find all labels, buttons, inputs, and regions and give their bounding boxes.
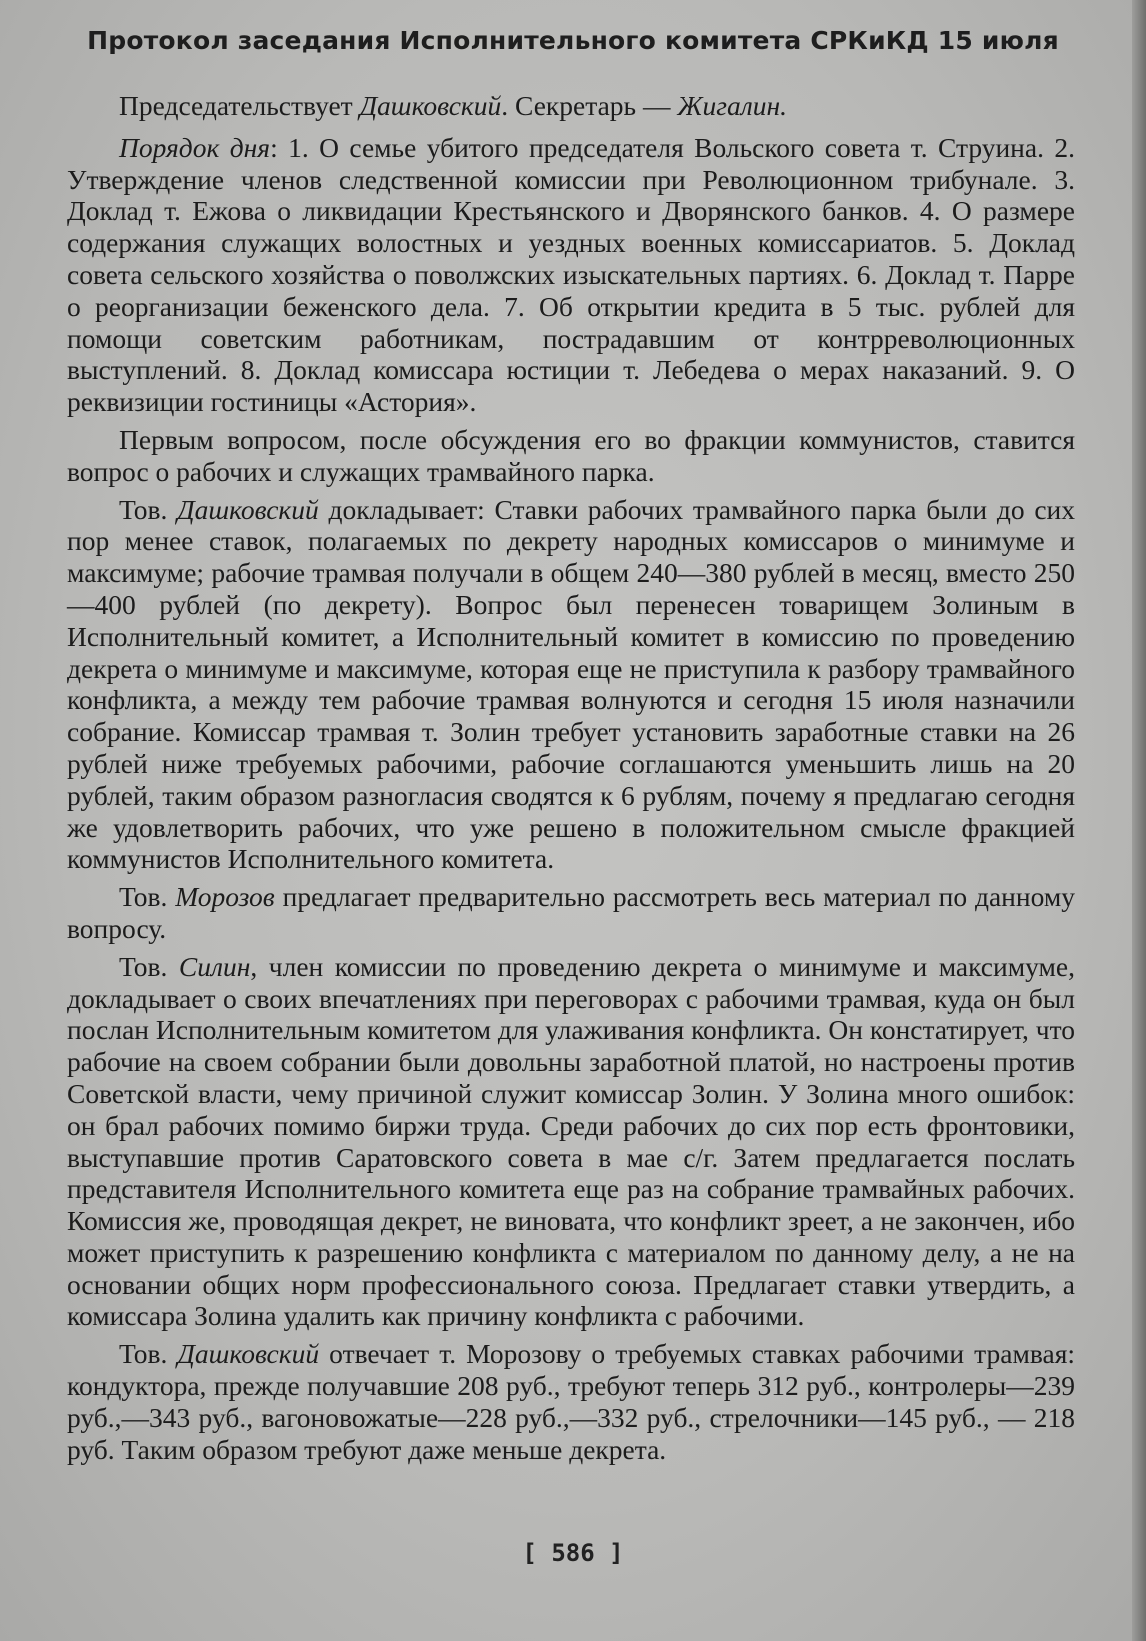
speaker-prefix: Тов. bbox=[119, 881, 176, 913]
running-header: Протокол заседания Исполнительного комитета СРКиКД 15 июля bbox=[87, 26, 1059, 55]
speech-text: предлагает предварительно рассмотреть весь материал по данному вопросу. bbox=[67, 881, 1075, 944]
chair-paragraph bbox=[67, 90, 1075, 122]
body-text bbox=[67, 90, 1075, 1465]
speaker-prefix: Тов. bbox=[119, 1338, 178, 1370]
page-number: [ 586 ] bbox=[522, 1539, 624, 1567]
secretary-prefix: . Секретарь — bbox=[501, 90, 678, 121]
speech-text: , член комиссии по проведению декрета о минимуме и максимуме, докладывает о своих впечатлениях при переговорах с рабочими трамвая, куда он был послан Исполнительным комитетом для улаживания конфликта. Он констатирует, что рабочие на своем собрании были довольны заработной платой, но настроены против Советской власти, чему причиной служит комиссар Золин. У Золина много ошибок: он брал рабочих помимо биржи труда. Среди рабочих до сих пор есть фронтовики, выступавшие против Саратовского совета в мае с/г. Затем предлагается послать представителя Исполнительного комитета еще раз на собрание трамвайных рабочих. Комиссия же, проводящая декрет, не виновата, что конфликт зреет, а не закончен, ибо может приступить к разрешению конфликта с материалом по данному делу, а не на основании общих норм профессионального союза. Предлагает ставки утвердить, а комиссара Золина удалить как причину конфликта с рабочими. bbox=[67, 950, 1075, 1332]
first-question-paragraph: Первым вопросом, после обсуждения его во фракции коммунистов, ставится вопрос о рабочих и служащих трамвайного парка. bbox=[67, 423, 1075, 487]
speech-text: докладывает: Ставки рабочих трамвайного парка были до сих пор менее ставок, полагаемых по декрету народных комиссаров о минимуме и максимуме; рабочие трамвая получали в общем 240—380 рублей в месяц, вместо 250—400 рублей (по декрету). Вопрос был перенесен товарищем Золиным в Исполнительный комитет, а Исполнительный комитет в комиссию по проведению декрета о минимуме и максимуме, которая еще не приступила к разбору трамвайного конфликта, а между тем рабочие трамвая волнуются и сегодня 15 июля назначили собрание. Комиссар трамвая т. Золин требует установить заработные ставки на 26 рублей ниже требуемых рабочими, рабочие соглашаются уменьшить лишь на 20 рублей, таким образом разногласия сводятся к 6 рублям, почему я предлагаю сегодня же удовлетворить рабочих, что уже решено в положительном смысле фракцией коммунистов Исполнительного комитета. bbox=[67, 493, 1075, 875]
page-edge-shadow bbox=[1132, 0, 1146, 1641]
chair-name: Дашковский bbox=[359, 90, 502, 121]
dashkovsky-report-paragraph bbox=[67, 494, 1075, 876]
silin-paragraph bbox=[67, 951, 1075, 1333]
agenda-paragraph bbox=[67, 132, 1075, 418]
speaker-name: Дашковский bbox=[177, 493, 319, 525]
agenda-label: Порядок дня bbox=[119, 131, 271, 163]
agenda-text: : 1. О семье убитого председателя Вольского совета т. Струина. 2. Утверждение членов следственной комиссии при Революционном трибунале. 3. Доклад т. Ежова о ликвидации Крестьянского и Дворянского банков. 4. О размере содержания служащих волостных и уездных военных комиссариатов. 5. Доклад совета сельского хозяйства о поволжских изыскательных партиях. 6. Доклад т. Парре о реорганизации беженского дела. 7. Об открытии кредита в 5 тыс. рублей для помощи советским работникам, пострадавшим от контрреволюционных выступлений. 8. Доклад комиссара юстиции т. Лебедева о мерах наказаний. 9. О реквизиции гостиницы «Астория». bbox=[67, 131, 1075, 418]
speaker-name: Морозов bbox=[175, 881, 275, 913]
speaker-prefix: Тов. bbox=[119, 950, 179, 982]
secretary-name: Жигалин. bbox=[677, 90, 788, 121]
speaker-name: Силин bbox=[178, 950, 251, 982]
speech-text: отвечает т. Морозову о требуемых ставках рабочими трамвая: кондуктора, прежде получавшие 208 руб., требуют теперь 312 руб., контролеры—239 руб.,—343 руб., вагоновожатые—228 руб.,—332 руб., стрелочники—145 руб., — 218 руб. Таким образом требуют даже меньше декрета. bbox=[67, 1338, 1075, 1465]
speaker-name: Дашковский bbox=[177, 1338, 320, 1370]
speaker-prefix: Тов. bbox=[119, 493, 178, 525]
dashkovsky-reply-paragraph bbox=[67, 1338, 1075, 1465]
morozov-paragraph bbox=[67, 881, 1075, 945]
chair-prefix: Председательствует bbox=[119, 90, 360, 121]
